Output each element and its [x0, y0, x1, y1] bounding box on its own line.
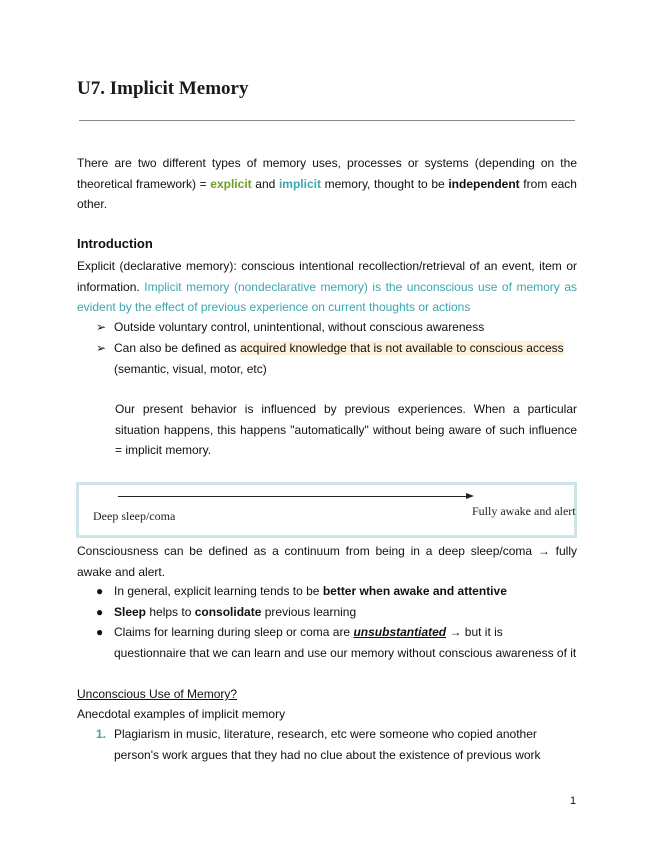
introduction-paragraph: Explicit (declarative memory): conscious intentional recollection/retrieval of an event, item or information. Implicit memory (nondeclarative memory) is the unconscious use of memory as evident by the effect of previous experience on current thoughts or actions [77, 259, 577, 314]
arrow-bullet-item: ➢ Outside voluntary control, unintentional, without conscious awareness [96, 317, 578, 338]
dot-bullet-icon: ● [96, 584, 104, 598]
consciousness-paragraph: Consciousness can be defined as a continuum from being in a deep sleep/coma → fully awake and alert. [77, 544, 577, 579]
dot-bullet-item: ● Claims for learning during sleep or coma are unsubstantiated → but it is questionnaire that we can learn and use our memory without conscious awareness of it [96, 622, 578, 663]
introduction-heading: Introduction [77, 236, 153, 251]
arrow-bullet-icon: ➢ [96, 341, 107, 355]
intro-paragraph: There are two different types of memory uses, processes or systems (depending on the theoretical framework) = explicit and implicit memory, thought to be independent from each other. [77, 156, 577, 211]
dot-bullet-icon: ● [96, 625, 104, 639]
list-number: 1. [96, 727, 107, 741]
implicit-term: implicit [278, 176, 321, 191]
title-divider [79, 120, 575, 121]
unconscious-subheading: Anecdotal examples of implicit memory [77, 707, 286, 721]
dot-bullet-icon: ● [96, 605, 104, 619]
continuum-arrow-line [118, 496, 468, 497]
arrow-bullet-item: ➢ Can also be defined as acquired knowledge that is not available to conscious access (semantic, visual, motor, etc) [96, 338, 578, 379]
page-number: 1 [570, 795, 577, 807]
arrow-bullet-icon: ➢ [96, 320, 107, 334]
implicit-definition: Implicit memory (nondeclarative memory) is the unconscious use of memory as evident by the effect of previous experience on current thoughts or actions [77, 279, 577, 314]
explicit-term: explicit [210, 176, 252, 191]
continuum-left-label: Deep sleep/coma [93, 509, 176, 523]
arrow-right-icon [466, 493, 474, 499]
dot-bullet-item: ● Sleep helps to consolidate previous learning [96, 602, 578, 623]
continuum-right-label: Fully awake and alert [472, 504, 576, 518]
page-title: U7. Implicit Memory [77, 78, 249, 99]
highlighted-text: acquired knowledge that is not available to conscious access [240, 341, 564, 355]
numbered-list-item: 1. Plagiarism in music, literature, research, etc were someone who copied another person's work argues that they had no clue about the existence of previous work [96, 724, 578, 765]
indented-paragraph: Our present behavior is influenced by previous experiences. When a particular situation happens, this happens "automatically" without being aware of such influence = implicit memory. [115, 402, 577, 457]
unconscious-heading: Unconscious Use of Memory? [77, 687, 238, 701]
dot-bullet-item: ● In general, explicit learning tends to be better when awake and attentive [96, 581, 578, 602]
independent-term: independent [448, 176, 520, 191]
